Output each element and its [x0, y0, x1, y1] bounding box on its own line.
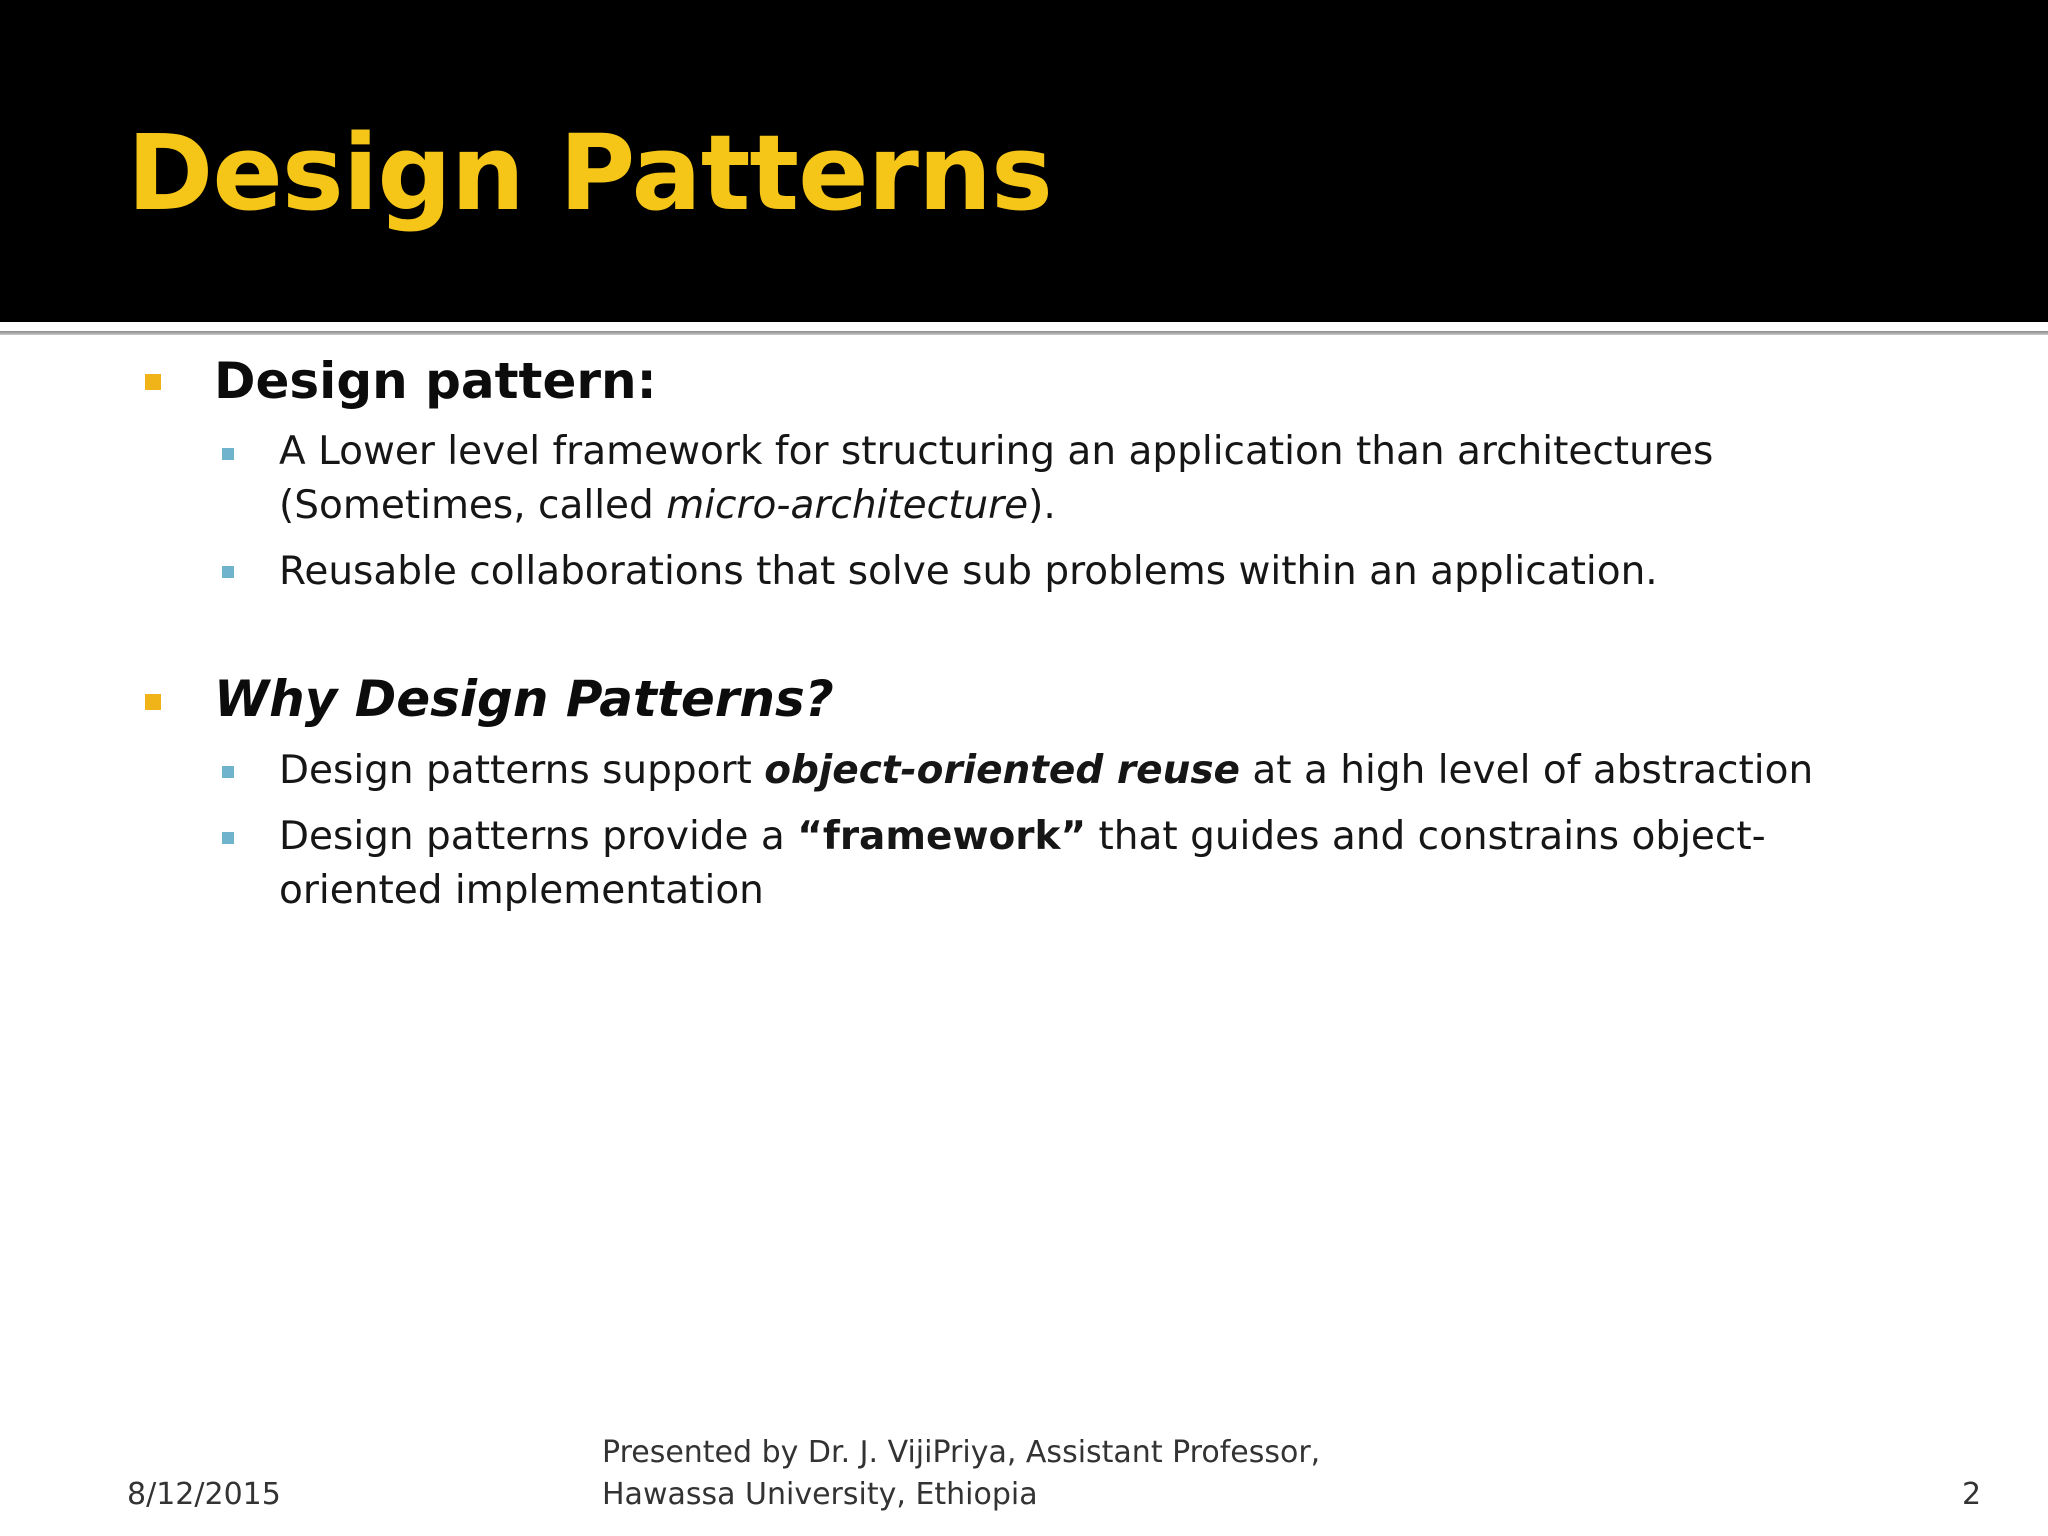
bullet-square-icon [222, 448, 234, 460]
slide-title: Design Patterns [127, 112, 1052, 234]
footer-presenter [602, 1432, 1320, 1516]
list-item-text: Reusable collaborations that solve sub problems within an application. [279, 549, 1658, 594]
list-item-emphasis: object-oriented reuse [764, 748, 1240, 793]
list-item-text-end: that guides and constrains object-oriented implementation [279, 814, 1766, 913]
list-item [279, 744, 1959, 798]
list-item-italic-term: micro-architecture [666, 483, 1029, 528]
list-item-text-end: at a high level of abstraction [1240, 748, 1814, 793]
footer-presenter-line1: Presented by Dr. J. VijiPriya, Assistant Professor, [602, 1435, 1321, 1470]
section-heading-design-pattern: Design pattern: [214, 352, 657, 410]
section-heading-why-design-patterns: Why Design Patterns? [214, 670, 834, 728]
bullet-square-icon [145, 694, 161, 710]
list-item-text: Design patterns support [279, 748, 765, 793]
footer-presenter-line2: Hawassa University, Ethiopia [602, 1477, 1038, 1512]
bullet-square-icon [222, 766, 234, 778]
list-item [279, 545, 1959, 599]
list-item [279, 425, 1959, 533]
bullet-square-icon [145, 374, 161, 390]
list-item-emphasis: “framework” [797, 814, 1087, 859]
bullet-square-icon [222, 832, 234, 844]
bullet-square-icon [222, 566, 234, 578]
list-item-text-end: ). [1028, 483, 1056, 528]
list-item-text: A Lower level framework for structuring an application than architectures (Sometimes, called [279, 429, 1714, 528]
footer-page-number: 2 [1962, 1477, 1982, 1512]
list-item [279, 810, 1919, 918]
footer-date: 8/12/2015 [127, 1477, 281, 1512]
list-item-text: Design patterns provide a [279, 814, 798, 859]
